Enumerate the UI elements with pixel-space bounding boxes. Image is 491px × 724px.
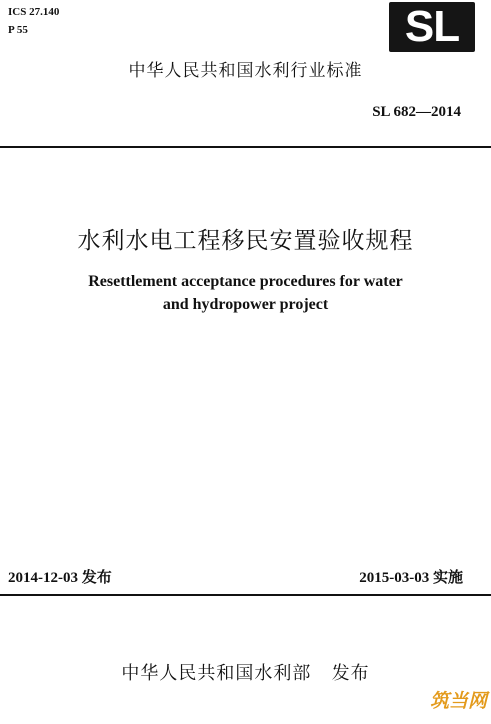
standard-number: SL 682—2014 (372, 104, 461, 120)
issuing-authority: 中华人民共和国水利部 发布 (121, 663, 370, 684)
document-title-cn: 水利水电工程移民安置验收规程 (77, 228, 414, 254)
document-title-en (0, 270, 491, 316)
title-en-line-1: Resettlement acceptance procedures for water (88, 273, 403, 290)
header-divider (0, 146, 491, 148)
site-watermark: 筑当网 (429, 690, 487, 712)
footer-divider (0, 594, 491, 596)
issue-date: 2014-12-03 发布 (8, 570, 112, 586)
standard-series-title: 中华人民共和国水利行业标准 (128, 61, 363, 81)
title-en-line-2: and hydropower project (162, 296, 329, 313)
ics-code: ICS 27.140 (8, 6, 60, 18)
sl-logo: SL (389, 2, 475, 52)
effective-date: 2015-03-03 实施 (359, 570, 463, 586)
classification-code: P 55 (8, 24, 28, 36)
